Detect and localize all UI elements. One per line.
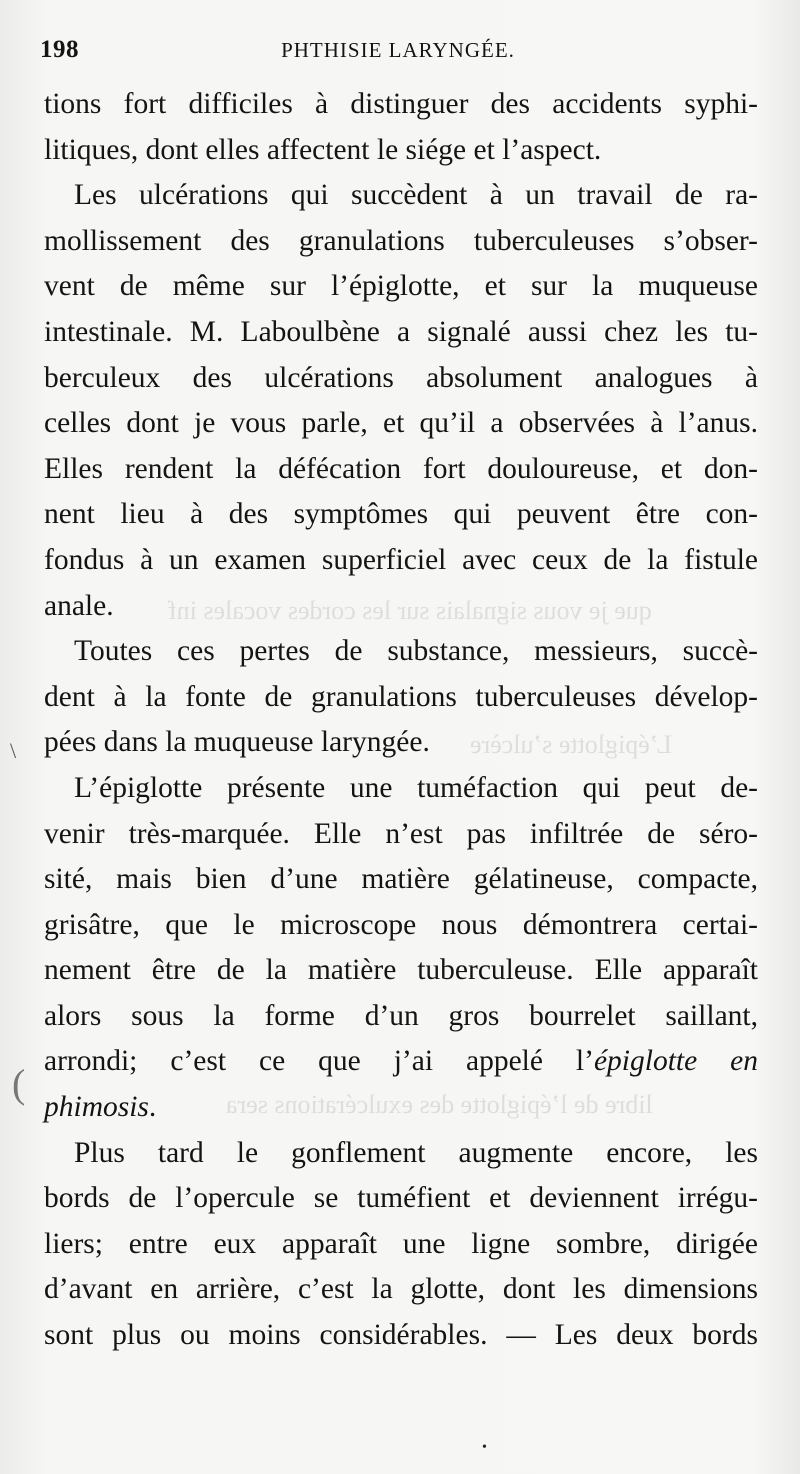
- italic-term: phimosis: [44, 1091, 149, 1124]
- text-line: celles dont je vous parle, et qu’il a observées à l’anus.: [44, 407, 758, 440]
- text-line: tions fort difficiles à distinguer des accidents syphi-: [44, 88, 758, 120]
- show-through-text: libre de l’épiglotte des exulcérations sera: [226, 1090, 653, 1119]
- paragraph-5: [44, 1131, 758, 1359]
- text-line: nement être de la matière tuberculeuse. Elle apparaît: [44, 954, 758, 987]
- paragraph-1: [44, 82, 758, 173]
- italic-term: épiglotte en: [593, 1045, 759, 1078]
- text-line: Elles rendent la défécation fort douloureuse, et don-: [44, 452, 758, 485]
- text-line: berculeux des ulcérations absolument analogues à: [44, 361, 758, 394]
- text-line: venir très-marquée. Elle n’est pas infiltrée de séro-: [44, 817, 758, 850]
- margin-tick-mark: \: [10, 738, 17, 763]
- text-line: [44, 1085, 758, 1131]
- text-line: dent à la fonte de granulations tuberculeuses dévelop-: [44, 680, 758, 713]
- page-number: 198: [40, 36, 79, 63]
- page-header: [40, 36, 756, 70]
- text-line: Les ulcérations qui succèdent à un travail de ra-: [74, 179, 758, 212]
- margin-bracket-mark: (: [12, 1061, 26, 1106]
- text-line: liers; entre eux apparaît une ligne sombre, dirigée: [44, 1227, 758, 1260]
- text-line: alors sous la forme d’un gros bourrelet saillant,: [44, 999, 758, 1032]
- text-line: bords de l’opercule se tuméfient et deviennent irrégu-: [44, 1182, 758, 1215]
- show-through-text: L’épiglotte s’ulcère: [470, 730, 672, 759]
- paragraph-4: [44, 766, 758, 1131]
- text-line: anale.: [44, 589, 114, 622]
- paragraph-2: [44, 173, 758, 629]
- text-line: Toutes ces pertes de substance, messieurs, succè-: [74, 635, 758, 668]
- text-line: Plus tard le gonflement augmente encore, les: [74, 1136, 758, 1169]
- text-line: vent de même sur l’épiglotte, et sur la muqueuse: [44, 270, 758, 303]
- running-title: PHTHISIE LARYNGÉE.: [281, 38, 515, 62]
- text-segment: .: [148, 1091, 157, 1124]
- text-line: pées dans la muqueuse laryngée.: [44, 726, 430, 759]
- text-line: [44, 1039, 758, 1085]
- text-segment: arrondi; c’est ce que j’ai appelé l’: [44, 1045, 594, 1078]
- body-text: [44, 82, 758, 1359]
- paragraph-3: [44, 629, 758, 766]
- text-line: sité, mais bien d’une matière gélatineuse, compacte,: [44, 863, 758, 896]
- show-through-text: que je vous signalais sur les cordes vocales inf: [168, 596, 652, 625]
- text-line: litiques, dont elles affectent le siége et l’aspect.: [44, 133, 602, 166]
- bottom-dot-mark: •: [482, 1440, 487, 1455]
- text-line: fondus à un examen superficiel avec ceux de la fistule: [44, 543, 758, 576]
- text-line: grisâtre, que le microscope nous démontrera certai-: [44, 908, 758, 941]
- text-line: sont plus ou moins considérables. — Les deux bords: [44, 1319, 758, 1352]
- text-line: intestinale. M. Laboulbène a signalé aussi chez les tu-: [44, 315, 758, 348]
- text-line: nent lieu à des symptômes qui peuvent être con-: [44, 498, 758, 531]
- text-line: mollissement des granulations tuberculeuses s’obser-: [44, 224, 758, 257]
- text-line: L’épiglotte présente une tuméfaction qui peut de-: [74, 771, 758, 804]
- text-line: d’avant en arrière, c’est la glotte, dont les dimensions: [44, 1273, 758, 1306]
